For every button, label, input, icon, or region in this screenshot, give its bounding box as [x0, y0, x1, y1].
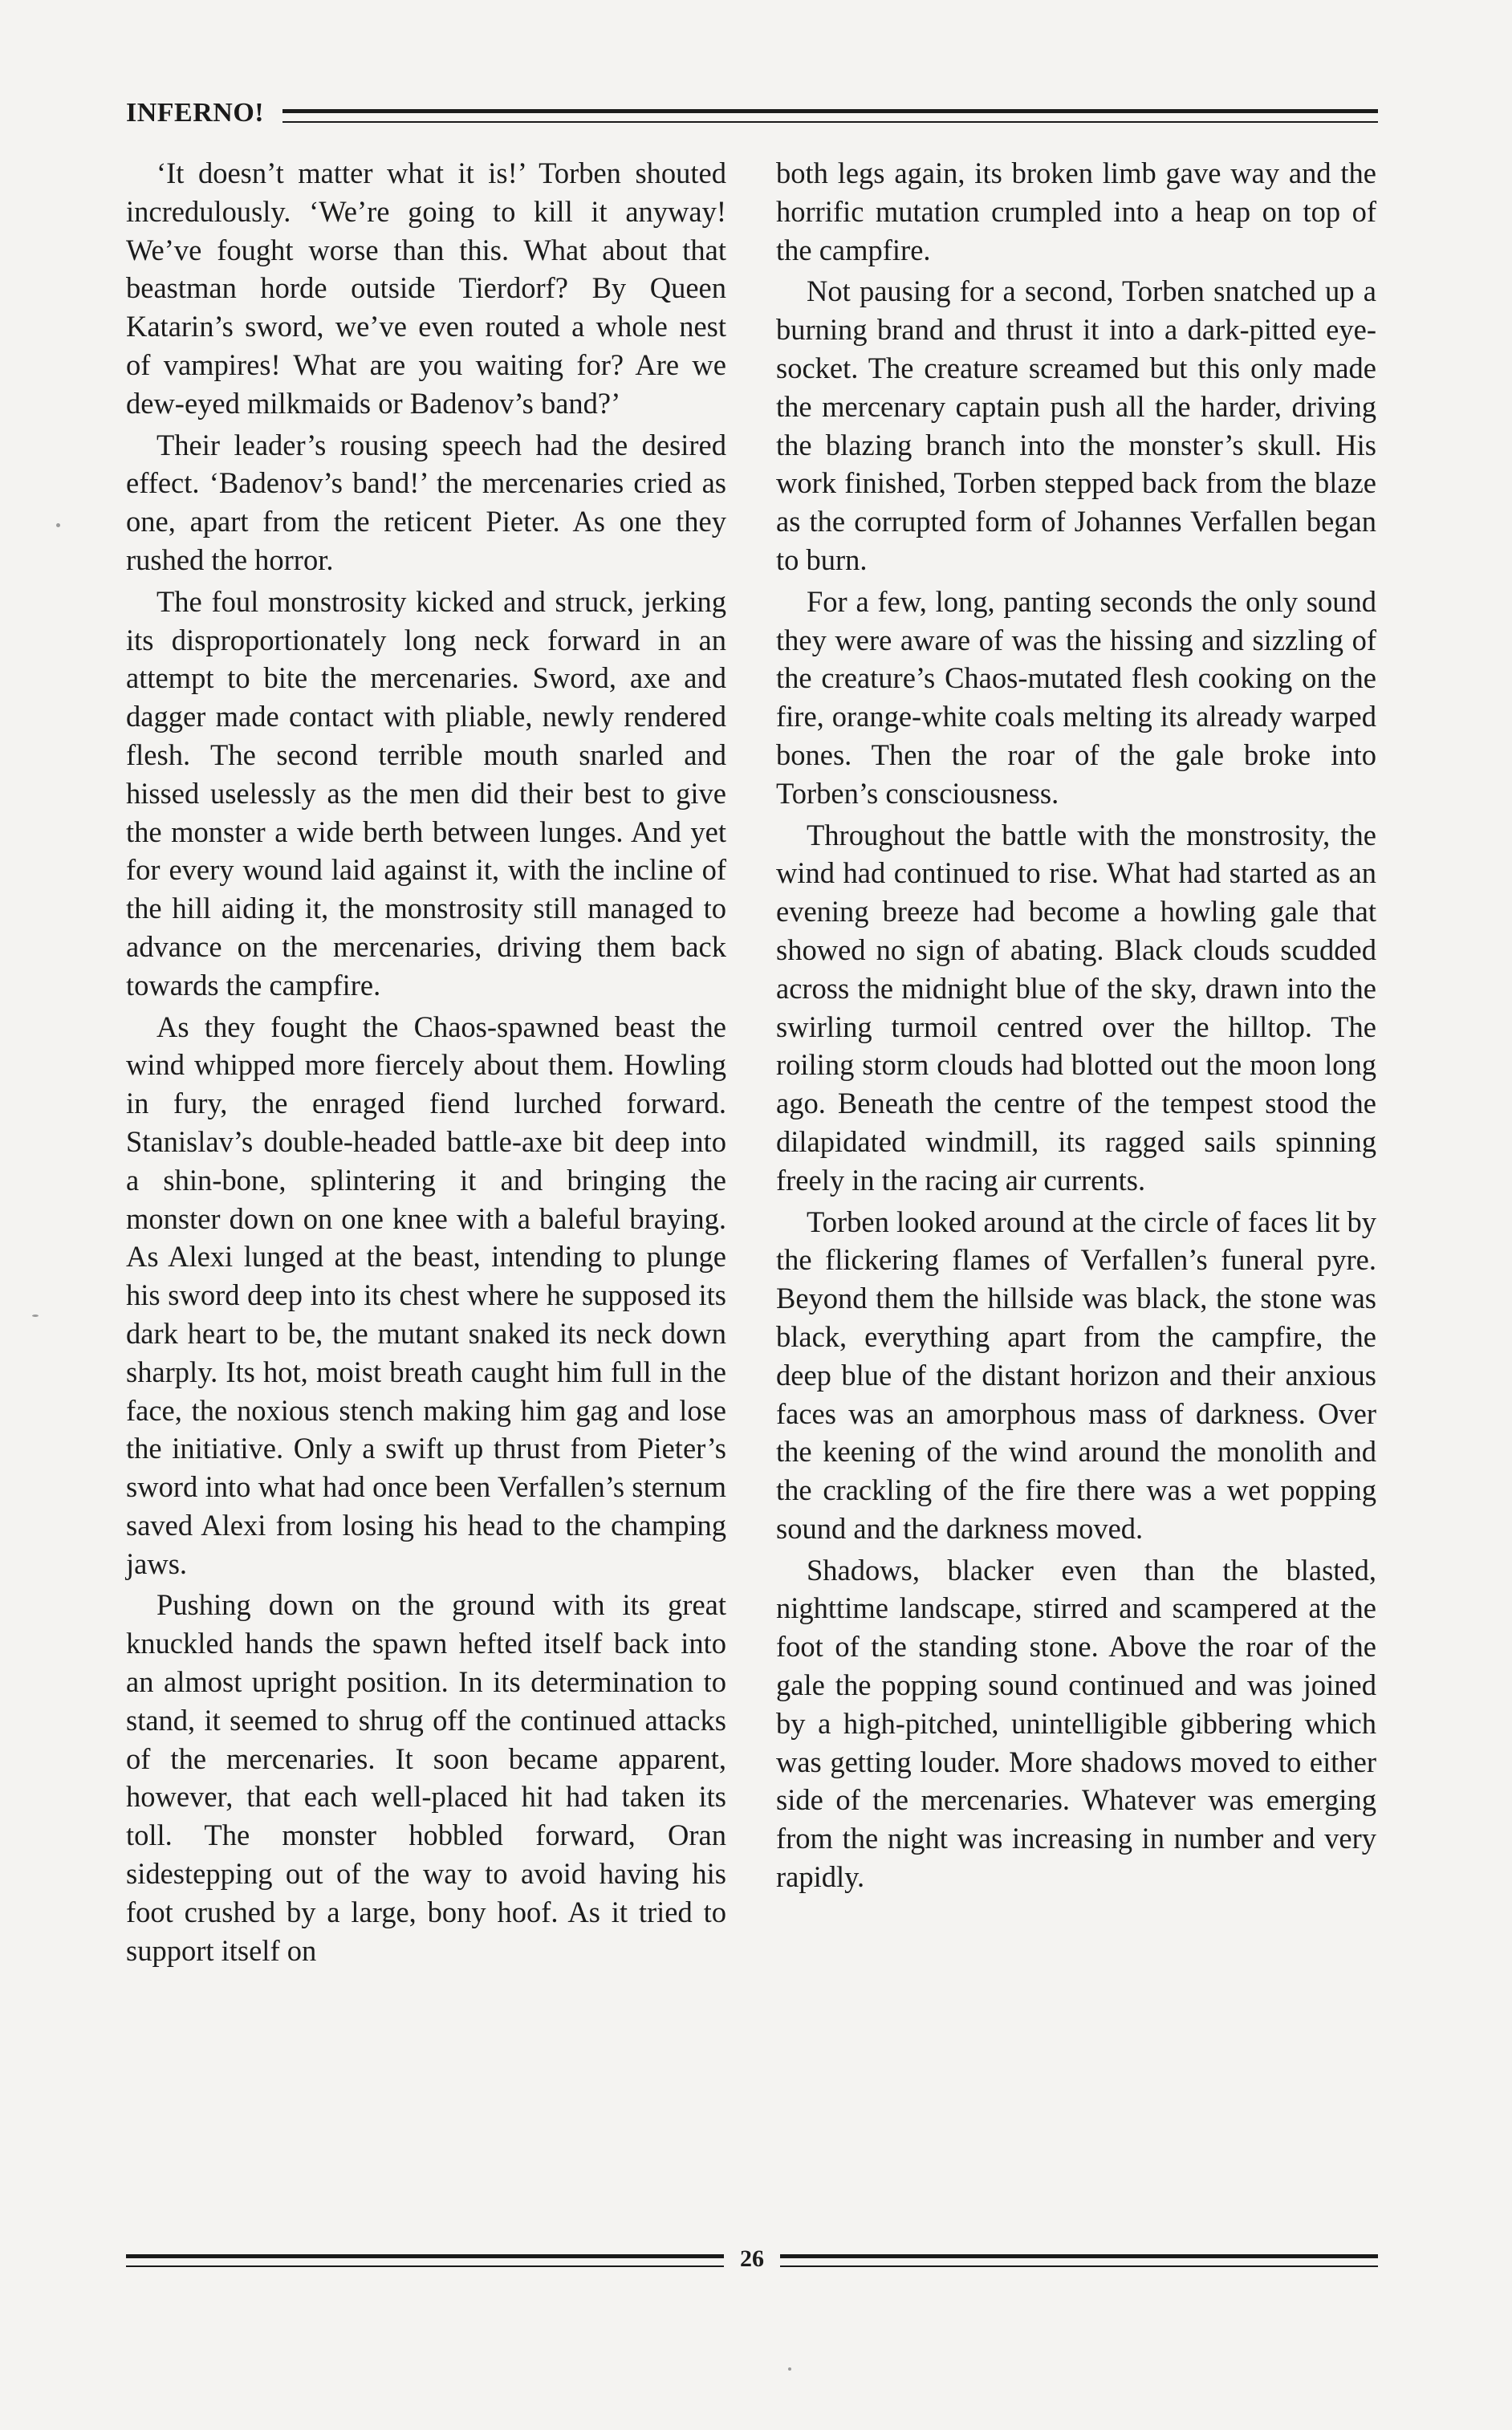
- running-title: INFERNO!: [126, 98, 265, 128]
- paragraph: Pushing down on the ground with its great knuckled hands the spawn hefted itself back into an almost upright position. In its determination to stand, it seemed to shrug off the continued attacks of the mercenaries. It soon became apparent, however, that each well-placed hit had taken its toll. The monster hobbled forward, Oran sidestepping out of the way to avoid having his foot crushed by a large, bony hoof. As it tried to support itself on: [126, 1588, 726, 1967]
- paragraph: For a few, long, panting seconds the only sound they were aware of was the hissing and sizzling of the creature’s Chaos-mutated flesh cooking on the fire, orange-white coals melting its already warped bones. Then the roar of the gale broke into Torben’s consciousness.: [776, 584, 1376, 810]
- page-footer: [126, 2243, 1378, 2275]
- running-header: [126, 95, 1378, 135]
- paragraph: both legs again, its broken limb gave way and the horrific mutation crumpled into a heap on top of the campfire.: [776, 156, 1376, 266]
- paper-speck: [56, 523, 60, 527]
- footer-rule-left: [126, 2254, 724, 2267]
- header-rule: [282, 109, 1378, 123]
- paragraph: Not pausing for a second, Torben snatched up a burning brand and thrust it into a dark-pitted eye-socket. The creature screamed but this only made the mercenary captain push all the harder, driving the blazing branch into the monster’s skull. His work finished, Torben stepped back from the blaze as the corrupted form of Johannes Verfallen began to burn.: [776, 274, 1376, 576]
- paper-speck: [32, 1315, 39, 1317]
- paragraph: ‘It doesn’t matter what it is!’ Torben shouted incredulously. ‘We’re going to kill it anyway! We’ve fought worse than this. What about that beastman horde outside Tierdorf? By Queen Katarin’s sword, we’ve even routed a whole nest of vampires! What are you waiting for? Are we dew-eyed milkmaids or Badenov’s band?’: [126, 156, 726, 420]
- footer-rule-right: [780, 2254, 1378, 2267]
- right-column: [776, 154, 1376, 1900]
- page-number: 26: [740, 2245, 764, 2272]
- paragraph: Shadows, blacker even than the blasted, nighttime landscape, stirred and scampered at the foot of the standing stone. Above the roar of the gale the popping sound continued and was joined by a high-pitched, unintelligible gibbering which was getting louder. More shadows moved to either side of the mercenaries. Whatever was emerging from the night was increasing in number and very rapidly.: [776, 1553, 1376, 1894]
- paragraph: The foul monstrosity kicked and struck, jerking its disproportionately long neck forward in an attempt to bite the mercenaries. Sword, axe and dagger made contact with pliable, newly rendered flesh. The second terrible mouth snarled and hissed uselessly as the men did their best to give the monster a wide berth between lunges. And yet for every wound laid against it, with the incline of the hill aiding it, the monstrosity still managed to advance on the mercenaries, driving them back towards the campfire.: [126, 584, 726, 1002]
- paragraph: Their leader’s rousing speech had the desired effect. ‘Badenov’s band!’ the mercenaries cried as one, apart from the reticent Pieter. As one they rushed the horror.: [126, 428, 726, 576]
- left-column: [126, 154, 726, 1973]
- paragraph: As they fought the Chaos-spawned beast the wind whipped more fiercely about them. Howling in fury, the enraged fiend lurched forward. Stanislav’s double-headed battle-axe bit deep into a shin-bone, splintering it and bringing the monster down on one knee with a baleful braying. As Alexi lunged at the beast, intending to plunge his sword deep into its chest where he supposed its dark heart to be, the mutant snaked its neck down sharply. Its hot, moist breath caught him full in the face, the noxious stench making him gag and lose the initiative. Only a swift up thrust from Pieter’s sword into what had once been Verfallen’s sternum saved Alexi from losing his head to the champing jaws.: [126, 1010, 726, 1580]
- paragraph: Throughout the battle with the monstrosity, the wind had continued to rise. What had started as an evening breeze had become a howling gale that showed no sign of abating. Black clouds scudded across the midnight blue of the sky, drawn into the swirling turmoil centred over the hilltop. The roiling storm clouds had blotted out the moon long ago. Beneath the centre of the tempest stood the dilapidated windmill, its ragged sails spinning freely in the racing air currents.: [776, 818, 1376, 1197]
- paper-speck: [788, 2367, 791, 2371]
- paragraph: Torben looked around at the circle of faces lit by the flickering flames of Verfallen’s funeral pyre. Beyond them the hillside was black, the stone was black, everything apart from the campfire, the deep blue of the distant horizon and their anxious faces was an amorphous mass of darkness. Over the keening of the wind around the monolith and the crackling of the fire there was a wet popping sound and the darkness moved.: [776, 1205, 1376, 1545]
